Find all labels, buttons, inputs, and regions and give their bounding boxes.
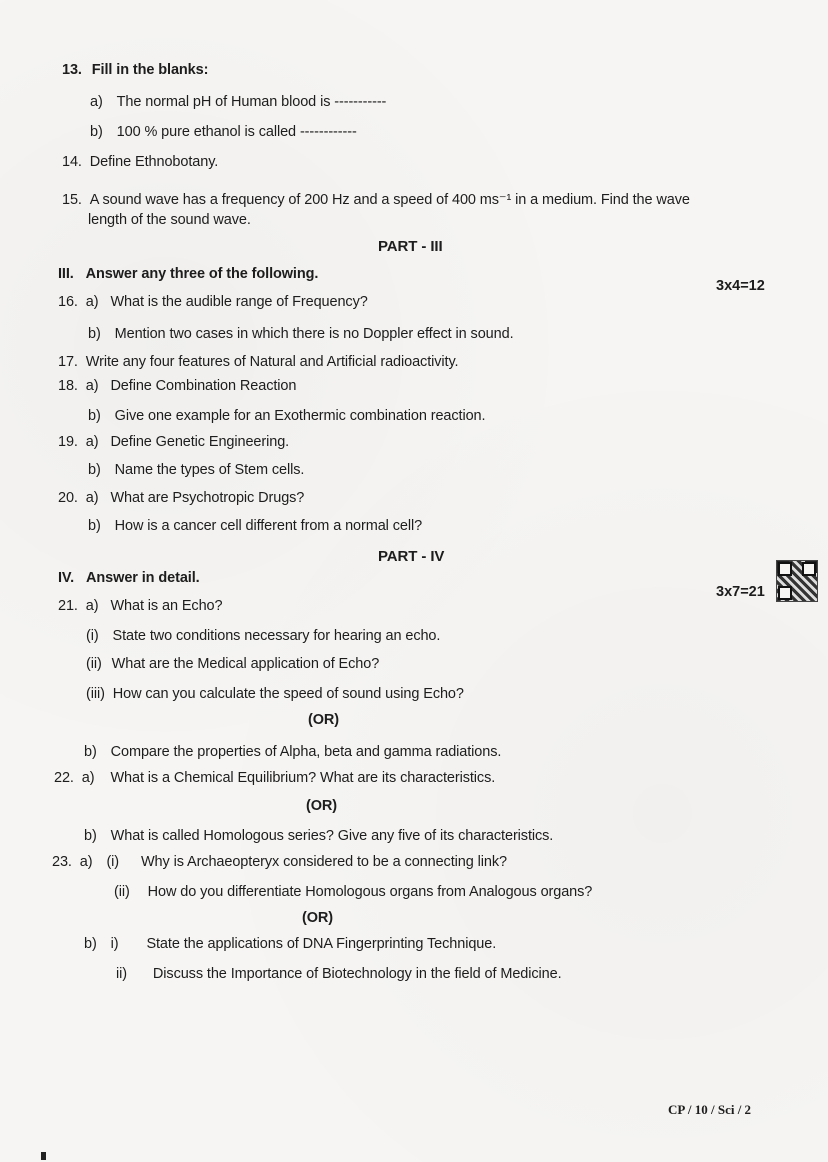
sub-text: 100 % pure ethanol is called ------------ <box>116 124 357 140</box>
question-22b <box>84 828 553 844</box>
sub-label: a) <box>85 434 99 450</box>
sub-label: (ii) <box>114 884 130 900</box>
question-number: 23. <box>52 854 72 870</box>
sub-text: State two conditions necessary for hearing an echo. <box>112 628 441 644</box>
sub-text: What is the audible range of Frequency? <box>110 294 368 310</box>
question-number: 20. <box>58 490 78 506</box>
question-21a-ii <box>86 656 379 672</box>
section-roman: IV. <box>58 570 75 586</box>
question-19b <box>88 462 304 478</box>
sub-label: b) <box>88 462 101 478</box>
sub-text: Compare the properties of Alpha, beta and gamma radiations. <box>110 744 502 760</box>
question-number: 14. <box>62 154 82 170</box>
question-21a <box>58 598 222 614</box>
question-number: 22. <box>54 770 74 786</box>
question-14 <box>62 154 218 170</box>
sub-text: What is an Echo? <box>110 598 223 614</box>
sub-label: ii) <box>116 966 127 982</box>
question-23b-i <box>84 936 496 952</box>
sub-text: Define Combination Reaction <box>110 378 297 394</box>
question-text: A sound wave has a frequency of 200 Hz and a speed of 400 ms⁻¹ in a medium. Find the wave <box>89 192 690 208</box>
sub-label: b) <box>84 828 97 844</box>
sub-text: What is called Homologous series? Give any five of its characteristics. <box>110 828 554 844</box>
part-4-instruction <box>58 570 200 586</box>
question-16b <box>88 326 514 342</box>
sub-label: a) <box>85 598 99 614</box>
section-roman: III. <box>58 266 74 282</box>
question-20a <box>58 490 304 506</box>
sub-label: (i) <box>106 854 120 870</box>
section-instruction: Answer in detail. <box>86 570 200 586</box>
sub-label: a) <box>79 854 93 870</box>
question-21a-iii <box>86 686 464 702</box>
question-23a-i <box>52 854 507 870</box>
section-instruction: Answer any three of the following. <box>85 266 319 282</box>
sub-label: b) <box>88 408 101 424</box>
question-number: 18. <box>58 378 78 394</box>
question-20b <box>88 518 422 534</box>
part-4-marks: 3x7=21 <box>716 584 765 600</box>
part-3-marks: 3x4=12 <box>716 278 765 294</box>
sub-label: a) <box>85 294 99 310</box>
sub-label: b) <box>84 936 97 952</box>
or-separator: (OR) <box>306 798 338 814</box>
sub-text: The normal pH of Human blood is ----------- <box>116 94 387 110</box>
question-number: 15. <box>62 192 82 208</box>
question-13a <box>90 94 386 110</box>
question-number: 19. <box>58 434 78 450</box>
question-21a-i <box>86 628 440 644</box>
sub-label: a) <box>85 490 99 506</box>
sub-text: What are the Medical application of Echo? <box>111 656 380 672</box>
sub-text: What is a Chemical Equilibrium? What are its characteristics. <box>110 770 496 786</box>
question-18a <box>58 378 296 394</box>
question-number: 21. <box>58 598 78 614</box>
or-separator: (OR) <box>308 712 340 728</box>
sub-text: Why is Archaeopteryx considered to be a connecting link? <box>140 854 507 870</box>
question-21b <box>84 744 501 760</box>
question-15-continued: length of the sound wave. <box>88 212 251 228</box>
question-text: Write any four features of Natural and Artificial radioactivity. <box>85 354 459 370</box>
question-16a <box>58 294 368 310</box>
sub-text: State the applications of DNA Fingerprinting Technique. <box>146 936 497 952</box>
sub-text: Name the types of Stem cells. <box>114 462 305 478</box>
sub-label: a) <box>85 378 99 394</box>
question-13b <box>90 124 357 140</box>
sub-label: b) <box>90 124 103 140</box>
sub-label: b) <box>88 518 101 534</box>
sub-label: a) <box>90 94 103 110</box>
scan-artifact <box>41 1152 46 1160</box>
question-23b-ii <box>116 966 562 982</box>
part-3-instruction <box>58 266 318 282</box>
question-15 <box>62 192 690 208</box>
sub-text: Give one example for an Exothermic combination reaction. <box>114 408 486 424</box>
sub-label: (ii) <box>86 656 102 672</box>
sub-label: b) <box>84 744 97 760</box>
sub-text: What are Psychotropic Drugs? <box>110 490 305 506</box>
sub-text: How is a cancer cell different from a normal cell? <box>114 518 423 534</box>
question-number: 16. <box>58 294 78 310</box>
sub-label: (iii) <box>86 686 105 702</box>
page-code: CP / 10 / Sci / 2 <box>668 1102 752 1117</box>
sub-label: a) <box>81 770 95 786</box>
question-22a <box>54 770 495 786</box>
question-text: Define Ethnobotany. <box>89 154 219 170</box>
question-13 <box>62 62 208 78</box>
question-17 <box>58 354 458 370</box>
or-separator: (OR) <box>302 910 334 926</box>
sub-text: How do you differentiate Homologous organs from Analogous organs? <box>147 884 593 900</box>
question-18b <box>88 408 485 424</box>
question-number: 13. <box>62 62 82 78</box>
sub-text: Mention two cases in which there is no Doppler effect in sound. <box>114 326 514 342</box>
part-3-heading: PART - III <box>378 238 443 255</box>
sub-label: i) <box>110 936 119 952</box>
sub-text: Discuss the Importance of Biotechnology in the field of Medicine. <box>152 966 562 982</box>
question-23a-ii <box>114 884 592 900</box>
question-number: 17. <box>58 354 78 370</box>
qr-code-icon <box>776 560 818 602</box>
question-19a <box>58 434 289 450</box>
sub-text: Define Genetic Engineering. <box>110 434 290 450</box>
sub-text: How can you calculate the speed of sound using Echo? <box>112 686 464 702</box>
part-4-heading: PART - IV <box>378 548 445 565</box>
sub-label: b) <box>88 326 101 342</box>
sub-label: (i) <box>86 628 99 644</box>
question-text: Fill in the blanks: <box>91 62 209 78</box>
